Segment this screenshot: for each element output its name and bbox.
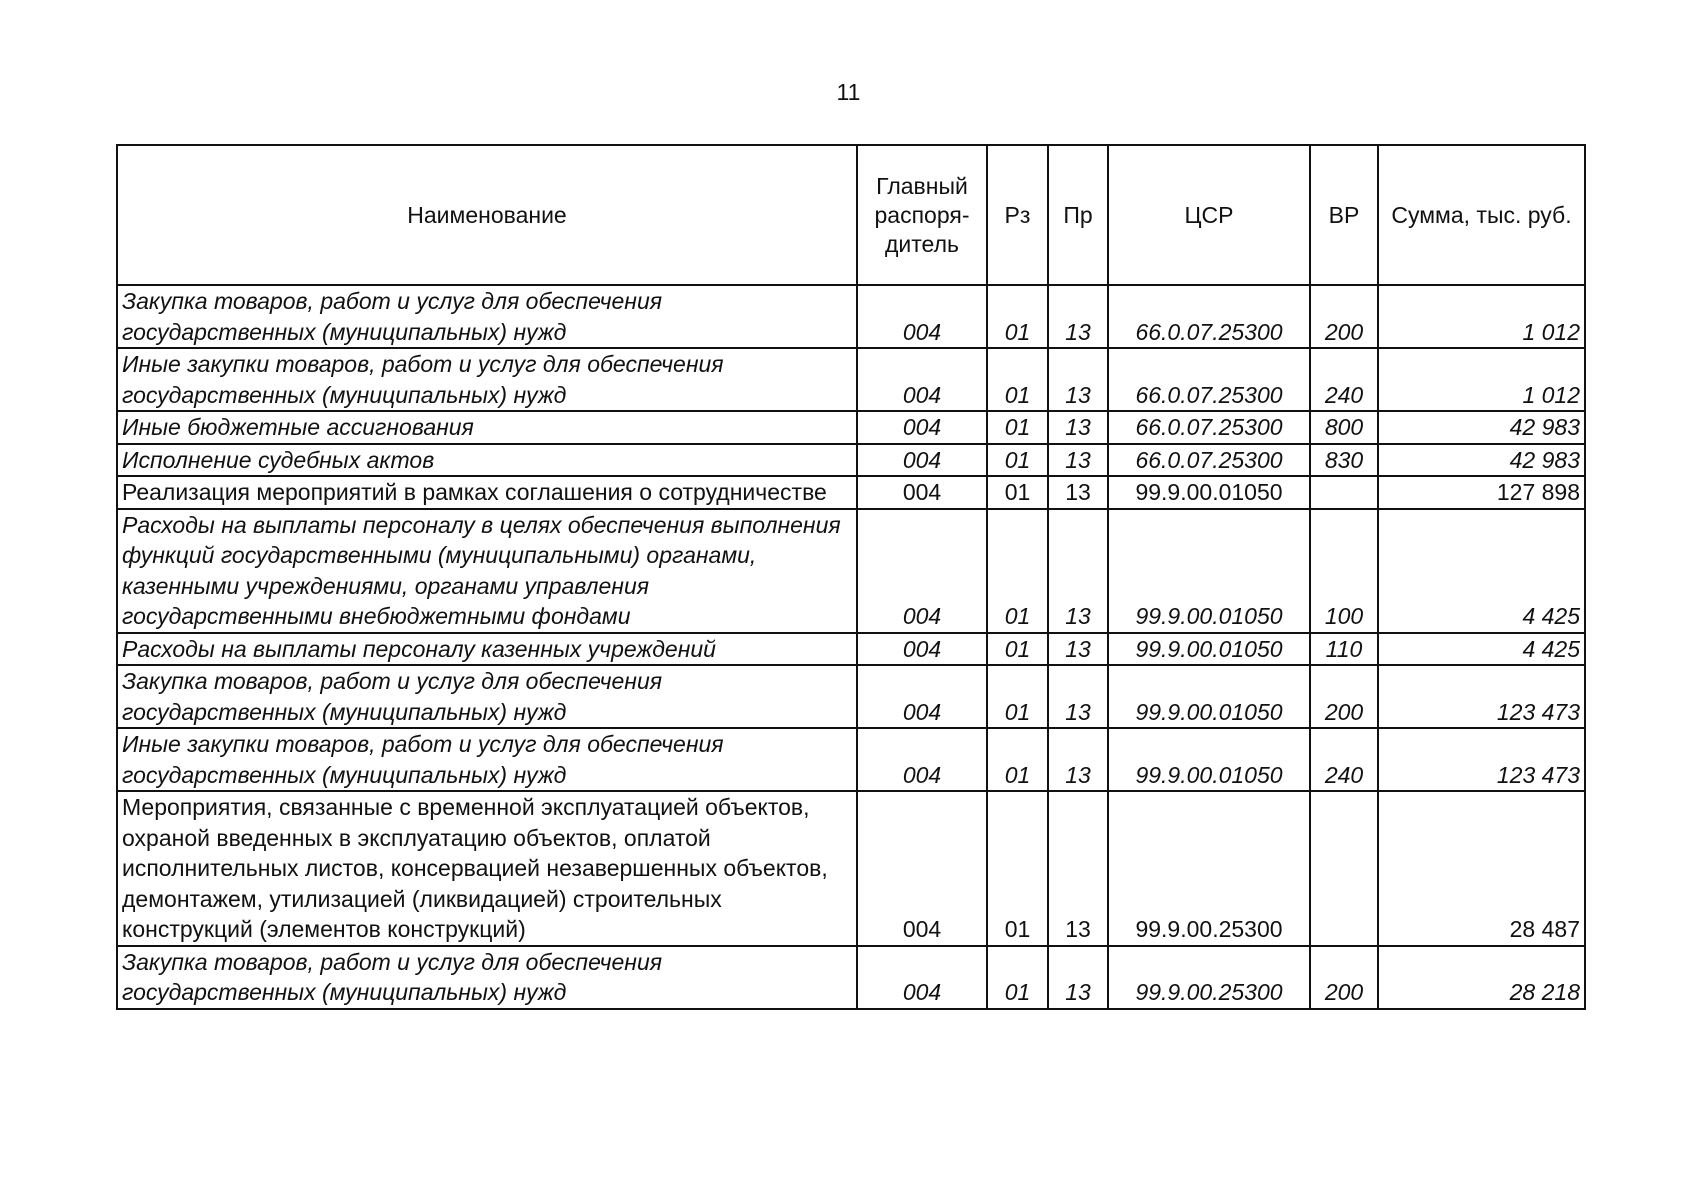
cell-rz: 01 xyxy=(987,444,1048,477)
cell-rz: 01 xyxy=(987,476,1048,509)
cell-sum: 123 473 xyxy=(1378,665,1585,728)
cell-csr: 99.9.00.25300 xyxy=(1108,791,1310,946)
cell-csr: 99.9.00.01050 xyxy=(1108,665,1310,728)
cell-pr: 13 xyxy=(1048,633,1108,666)
cell-sum: 28 218 xyxy=(1378,946,1585,1009)
table-row xyxy=(117,411,1585,444)
cell-manager: 004 xyxy=(857,348,987,411)
cell-sum: 4 425 xyxy=(1378,633,1585,666)
table-row xyxy=(117,476,1585,509)
cell-manager: 004 xyxy=(857,476,987,509)
cell-rz: 01 xyxy=(987,348,1048,411)
cell-name: Закупка товаров, работ и услуг для обеспечения государственных (муниципальных) нужд xyxy=(117,285,857,348)
cell-sum: 123 473 xyxy=(1378,728,1585,791)
budget-table xyxy=(116,144,1586,1010)
cell-vr: 200 xyxy=(1310,946,1378,1009)
cell-rz: 01 xyxy=(987,633,1048,666)
cell-sum: 1 012 xyxy=(1378,348,1585,411)
cell-manager: 004 xyxy=(857,946,987,1009)
cell-vr: 100 xyxy=(1310,509,1378,633)
header-pr: Пр xyxy=(1048,145,1108,285)
header-sum: Сумма, тыс. руб. xyxy=(1378,145,1585,285)
cell-sum: 42 983 xyxy=(1378,444,1585,477)
cell-vr: 200 xyxy=(1310,665,1378,728)
cell-manager: 004 xyxy=(857,509,987,633)
cell-csr: 66.0.07.25300 xyxy=(1108,285,1310,348)
cell-pr: 13 xyxy=(1048,728,1108,791)
cell-pr: 13 xyxy=(1048,791,1108,946)
cell-pr: 13 xyxy=(1048,444,1108,477)
cell-rz: 01 xyxy=(987,665,1048,728)
table-row xyxy=(117,509,1585,633)
table-row xyxy=(117,946,1585,1009)
table-row xyxy=(117,444,1585,477)
page-number: 11 xyxy=(836,79,861,105)
table-row xyxy=(117,728,1585,791)
cell-csr: 99.9.00.01050 xyxy=(1108,509,1310,633)
cell-vr: 240 xyxy=(1310,348,1378,411)
cell-name: Расходы на выплаты персоналу казенных учреждений xyxy=(117,633,857,666)
cell-csr: 99.9.00.25300 xyxy=(1108,946,1310,1009)
cell-sum: 42 983 xyxy=(1378,411,1585,444)
cell-csr: 99.9.00.01050 xyxy=(1108,728,1310,791)
cell-sum: 4 425 xyxy=(1378,509,1585,633)
table-row xyxy=(117,348,1585,411)
cell-vr xyxy=(1310,476,1378,509)
cell-vr: 200 xyxy=(1310,285,1378,348)
cell-name: Реализация мероприятий в рамках соглашения о сотрудничестве xyxy=(117,476,857,509)
cell-rz: 01 xyxy=(987,946,1048,1009)
table-row xyxy=(117,791,1585,946)
cell-rz: 01 xyxy=(987,728,1048,791)
header-rz: Рз xyxy=(987,145,1048,285)
cell-pr: 13 xyxy=(1048,348,1108,411)
cell-name: Закупка товаров, работ и услуг для обеспечения государственных (муниципальных) нужд xyxy=(117,665,857,728)
cell-manager: 004 xyxy=(857,791,987,946)
cell-pr: 13 xyxy=(1048,411,1108,444)
cell-rz: 01 xyxy=(987,791,1048,946)
cell-name: Иные закупки товаров, работ и услуг для обеспечения государственных (муниципальных) нужд xyxy=(117,728,857,791)
cell-vr: 800 xyxy=(1310,411,1378,444)
cell-manager: 004 xyxy=(857,285,987,348)
table-row xyxy=(117,665,1585,728)
cell-rz: 01 xyxy=(987,509,1048,633)
cell-name: Иные закупки товаров, работ и услуг для обеспечения государственных (муниципальных) нужд xyxy=(117,348,857,411)
cell-name: Расходы на выплаты персоналу в целях обеспечения выполнения функций государственными (муниципальными) органами, казенными учреждениями, органами управления государственными внебюджетными фондами xyxy=(117,509,857,633)
cell-name: Исполнение судебных актов xyxy=(117,444,857,477)
cell-pr: 13 xyxy=(1048,946,1108,1009)
cell-csr: 66.0.07.25300 xyxy=(1108,444,1310,477)
cell-rz: 01 xyxy=(987,411,1048,444)
cell-manager: 004 xyxy=(857,633,987,666)
cell-vr: 240 xyxy=(1310,728,1378,791)
cell-vr: 830 xyxy=(1310,444,1378,477)
header-csr: ЦСР xyxy=(1108,145,1310,285)
cell-csr: 99.9.00.01050 xyxy=(1108,476,1310,509)
table-row xyxy=(117,633,1585,666)
cell-pr: 13 xyxy=(1048,665,1108,728)
table-row xyxy=(117,285,1585,348)
cell-pr: 13 xyxy=(1048,476,1108,509)
cell-csr: 66.0.07.25300 xyxy=(1108,348,1310,411)
cell-csr: 99.9.00.01050 xyxy=(1108,633,1310,666)
cell-manager: 004 xyxy=(857,411,987,444)
cell-sum: 1 012 xyxy=(1378,285,1585,348)
header-vr: ВР xyxy=(1310,145,1378,285)
cell-sum: 127 898 xyxy=(1378,476,1585,509)
cell-manager: 004 xyxy=(857,665,987,728)
cell-vr xyxy=(1310,791,1378,946)
cell-manager: 004 xyxy=(857,444,987,477)
cell-csr: 66.0.07.25300 xyxy=(1108,411,1310,444)
cell-vr: 110 xyxy=(1310,633,1378,666)
header-manager: Главный распоря-дитель xyxy=(857,145,987,285)
cell-rz: 01 xyxy=(987,285,1048,348)
cell-manager: 004 xyxy=(857,728,987,791)
table-header-row xyxy=(117,145,1585,285)
cell-name: Иные бюджетные ассигнования xyxy=(117,411,857,444)
cell-name: Мероприятия, связанные с временной эксплуатацией объектов, охраной введенных в эксплуатацию объектов, оплатой исполнительных листов, консервацией незавершенных объектов, демонтажем, утилизацией (ликвидацией) строительных конструкций (элементов конструкций) xyxy=(117,791,857,946)
cell-pr: 13 xyxy=(1048,285,1108,348)
cell-pr: 13 xyxy=(1048,509,1108,633)
header-name: Наименование xyxy=(117,145,857,285)
cell-name: Закупка товаров, работ и услуг для обеспечения государственных (муниципальных) нужд xyxy=(117,946,857,1009)
cell-sum: 28 487 xyxy=(1378,791,1585,946)
